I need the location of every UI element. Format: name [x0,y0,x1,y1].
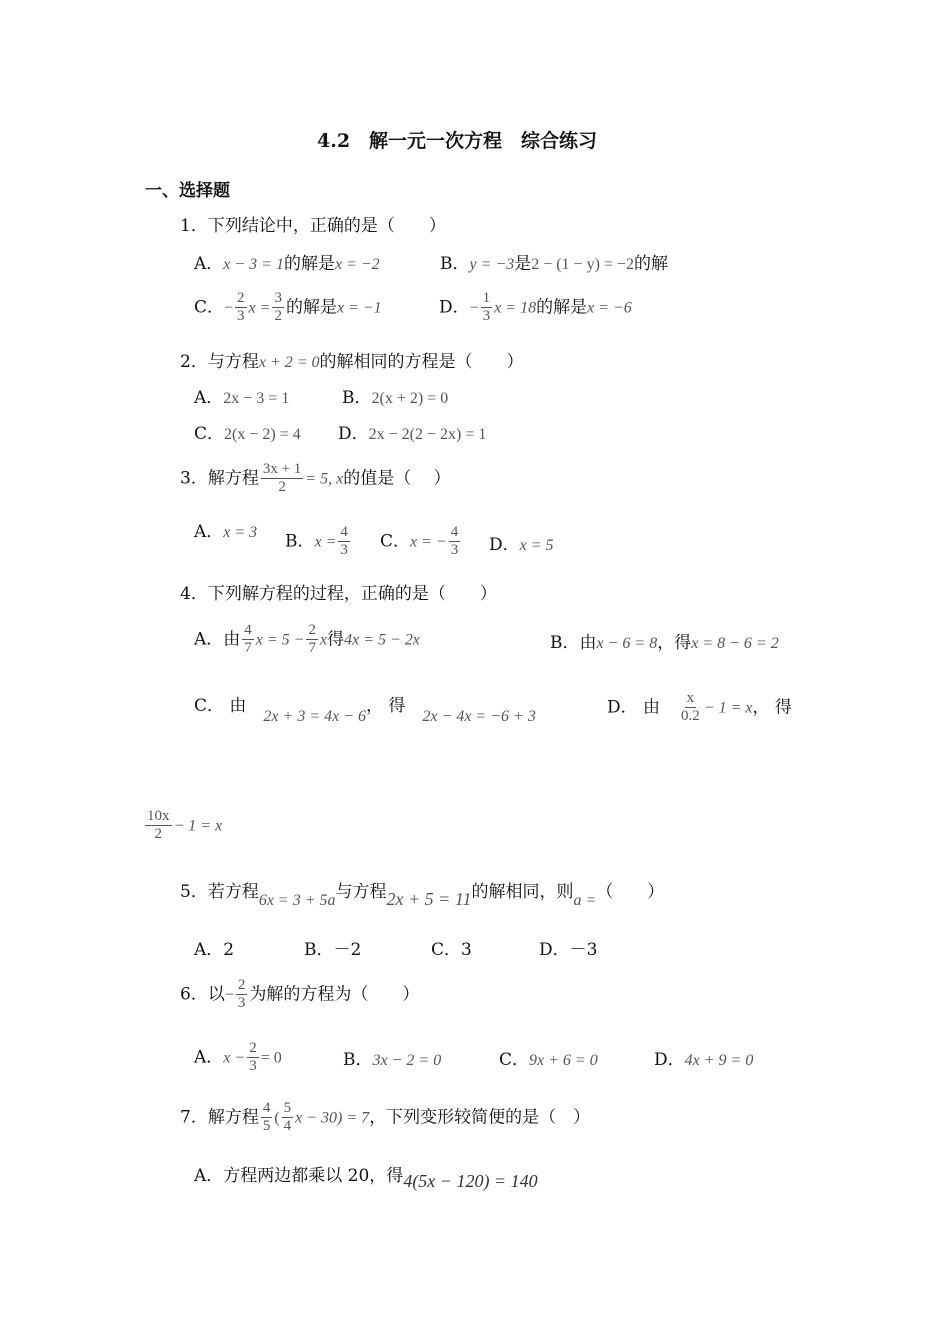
option-label: D． [439,297,470,318]
option-label: B． [440,254,470,274]
q4-stem: 4．下列解方程的过程，正确的是（ ） [180,584,497,604]
equation: x − [223,1049,246,1067]
q7-stem: 7．解方程 $\frac{4}{5}$ ( $\frac{5}{4}$ x − 30) = 7，下列变形较简便的是（ ） [180,1100,591,1135]
q4-option-a: A．由 $\frac{4}{7}$ x = 5 − $\frac{2}{7}$ x得4x = 5 − 2x [194,622,420,657]
equation: 3x − 2 = 0 [372,1052,442,1069]
q7-option-a: A．方程两边都乘以 20，得4(5x − 120) = 140 [194,1166,538,1191]
q1-stem: 1．下列结论中，正确的是（ ） [180,216,446,236]
q3-option-c: C．x = − $\frac{4}{3}$ [380,524,459,559]
equation: x = [314,533,337,551]
q6-option-b: B．3x − 2 = 0 [343,1050,442,1070]
fraction: $\frac{5}{4}$ [283,1100,292,1135]
equation: 4x + 9 = 0 [684,1052,754,1069]
q2-option-c: C．2(x − 2) = 4 [194,424,301,444]
option-text: 的解是 [285,297,337,318]
q5-option-a: A．2 [194,940,235,960]
equation: 2 − (1 − y) = −2 [531,256,634,273]
q5-option-c: C．3 [431,940,472,960]
equation: x = −1 [336,299,382,317]
q3-option-d: D．x = 5 [489,535,554,555]
q5-option-b: B．－2 [304,940,362,960]
equation: y = −3 [469,256,515,273]
q6-option-d: D．4x + 9 = 0 [654,1050,754,1070]
equation: x = 5 [519,537,554,554]
fraction: $\frac{2}{3}$ [237,290,245,325]
equation: x + 2 = 0 [258,354,320,371]
q3-option-b: B．x = $\frac{4}{3}$ [285,524,348,559]
q6-option-c: C．9x + 6 = 0 [499,1050,598,1070]
q2-stem: 2．与方程x + 2 = 0的解相同的方程是（ ） [180,352,524,372]
equation: x = −6 [587,299,632,317]
q6-option-a: A．x − $\frac{2}{3}$ = 0 [194,1040,282,1075]
q6-stem: 6．以− $\frac{2}{3}$ 为解的方程为（ ） [180,977,420,1012]
equation: x = 3 [223,524,258,541]
q2-option-d: D．2x − 2(2 − 2x) = 1 [338,424,487,444]
fraction: $\frac{1}{3}$ [482,290,491,325]
q4-option-c: C． 由 2x + 3 = 4x − 6， 得 2x − 4x = −6 + 3 [194,696,536,725]
minus-sign: − [224,986,234,1004]
equation: x = 8 − 6 = 2 [691,635,779,652]
equation: 4x = 5 − 2x [344,631,420,649]
equation: 2(x − 2) = 4 [224,426,301,443]
equation: 2x − 4x = −6 + 3 [422,708,536,725]
section-heading: 一、选择题 [145,181,230,201]
option-text: 的解是 [536,297,588,318]
q4-option-d-continued [143,808,222,844]
equation: 2x + 5 = 11 [386,889,472,909]
equation: x = 5 − [255,631,305,649]
fraction: $\frac{x}{0.2}$ [681,690,700,725]
q4-option-d: D． 由 $\frac{x}{0.2}$ − 1 = x， 得 [607,690,792,725]
equation: 4(5x − 120) = 140 [403,1171,538,1191]
equation: x = 18 [494,299,537,317]
equation: x − 30) = 7 [295,1109,370,1127]
equation: 9x + 6 = 0 [529,1052,598,1069]
equation: = 0 [260,1049,282,1067]
equation: 2x + 3 = 4x − 6 [263,708,367,725]
equation: 2(x + 2) = 0 [371,390,449,407]
equation: = 5, x [305,470,344,488]
equation: − 1 = x [703,699,753,717]
q2-option-a: A．2x − 3 = 1 [194,388,290,408]
fraction: $\frac{4}{3}$ [340,524,348,559]
minus-sign: − [469,299,479,317]
equation: − 1 = x [173,817,223,835]
q1-option-c [194,290,382,326]
fraction: $\frac{4}{5}$ [262,1100,271,1135]
equation: 2x − 2(2 − 2x) = 1 [368,426,487,443]
equation: x = −2 [334,256,380,273]
q4-option-b: B．由x − 6 = 8，得x = 8 − 6 = 2 [550,633,779,653]
fraction: $\frac{2}{3}$ [237,977,246,1012]
equation: x − 6 = 8 [596,635,658,652]
option-text: 的解 [633,254,668,274]
fraction: $\frac{3x + 1}{2}$ [262,461,302,496]
equation: x = − [410,533,447,551]
q2-option-b: B．2(x + 2) = 0 [342,388,449,408]
equation: 6x = 3 + 5a [258,892,336,909]
option-label: A． [194,254,224,274]
option-text: 是 [514,254,532,274]
fraction: $\frac{10x}{2}$ [147,808,170,843]
q1-option-b [440,256,668,273]
q5-stem: 5．若方程6x = 3 + 5a与方程2x + 5 = 11的解相同，则a =（ ） [180,882,665,909]
page-title: 4.2 解一元一次方程 综合练习 [317,130,598,152]
q3-stem: 3．解方程 $\frac{3x + 1}{2}$ = 5, x的值是（ ） [180,461,451,496]
minus-sign: − [224,299,234,317]
fraction: $\frac{3}{2}$ [274,290,282,325]
equation: x − 3 = 1 [223,256,284,273]
fraction: $\frac{4}{3}$ [450,524,459,559]
fraction: $\frac{4}{7}$ [244,622,252,657]
q1-option-d [439,290,632,326]
equation: 2x − 3 = 1 [223,390,290,407]
option-label: C． [194,297,225,318]
equation: x = [248,299,271,317]
equation: a = [573,892,597,909]
fraction: $\frac{2}{3}$ [249,1040,257,1075]
q5-option-d: D．－3 [539,940,598,960]
q1-option-a [194,256,380,273]
option-text: 的解是 [283,254,335,274]
fraction: $\frac{2}{7}$ [308,622,316,657]
q3-option-a: A．x = 3 [194,522,258,542]
